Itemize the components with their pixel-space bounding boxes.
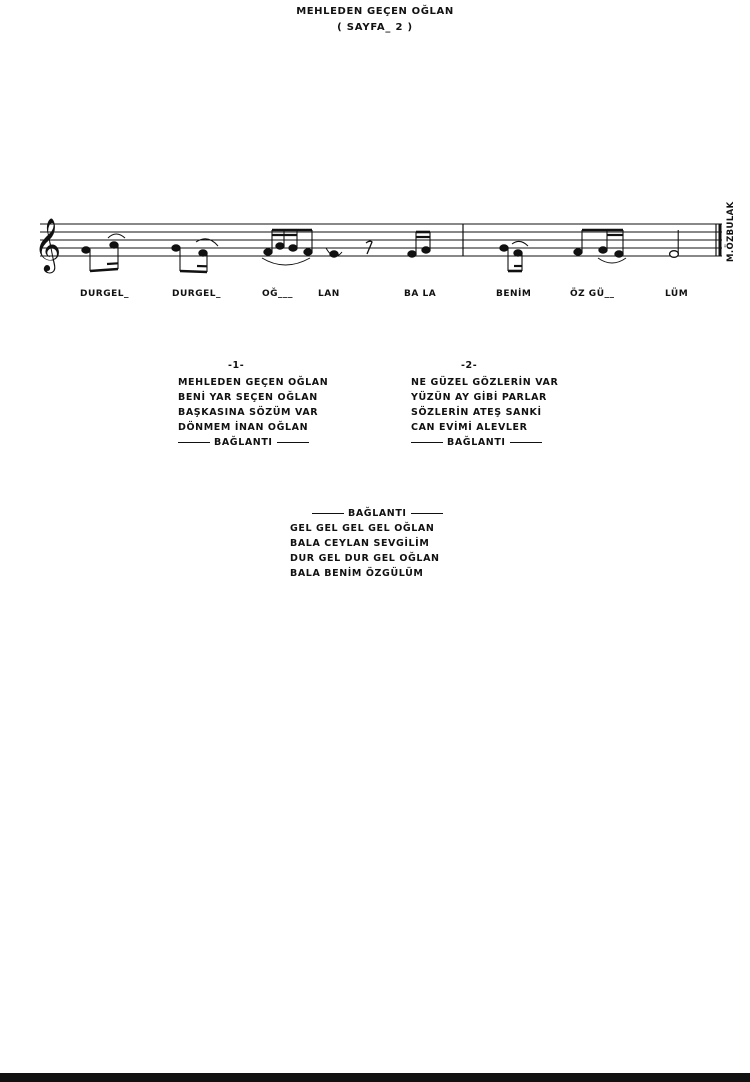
refrain bbox=[290, 506, 490, 581]
verse-line: MEHLEDEN GEÇEN OĞLAN bbox=[178, 377, 329, 388]
lyric-syllable: OĞ___ bbox=[262, 289, 294, 299]
divider bbox=[411, 513, 443, 514]
page-subtitle: ( SAYFA_ 2 ) bbox=[337, 22, 413, 33]
lyric-syllable: LAN bbox=[318, 289, 340, 299]
treble-clef-icon: 𝄞 bbox=[34, 217, 62, 271]
lyric-syllable: ÖZ GÜ__ bbox=[570, 289, 615, 299]
divider bbox=[277, 442, 309, 443]
refrain-line: BALA CEYLAN SEVGİLİM bbox=[290, 538, 430, 549]
refrain-line: DUR GEL DUR GEL OĞLAN bbox=[290, 553, 440, 564]
verse-line: DÖNMEM İNAN OĞLAN bbox=[178, 422, 309, 433]
verse-line: BENİ YAR SEÇEN OĞLAN bbox=[178, 392, 318, 403]
connector-label: BAĞLANTI bbox=[447, 437, 506, 448]
note bbox=[304, 249, 312, 255]
lyric-syllable: DURGEL_ bbox=[172, 289, 221, 299]
divider bbox=[411, 442, 443, 443]
note bbox=[110, 242, 118, 248]
note bbox=[264, 249, 272, 255]
verse-line: SÖZLERİN ATEŞ SANKİ bbox=[411, 407, 542, 418]
connector bbox=[411, 435, 611, 450]
note bbox=[172, 245, 180, 251]
note bbox=[599, 247, 607, 253]
note bbox=[199, 250, 207, 256]
note bbox=[408, 251, 416, 257]
lyric-syllable: BA LA bbox=[404, 289, 437, 299]
refrain-line: BALA BENİM ÖZGÜLÜM bbox=[290, 568, 424, 579]
connector-label: BAĞLANTI bbox=[214, 437, 273, 448]
verse-line: YÜZÜN AY GİBİ PARLAR bbox=[411, 392, 547, 403]
connector bbox=[178, 435, 378, 450]
refrain-label: BAĞLANTI bbox=[348, 508, 407, 519]
divider bbox=[510, 442, 542, 443]
note bbox=[422, 247, 430, 253]
note bbox=[574, 249, 582, 255]
verse-line: BAŞKASINA SÖZÜM VAR bbox=[178, 407, 319, 418]
refrain-line: GEL GEL GEL GEL OĞLAN bbox=[290, 523, 435, 534]
lyric-syllable: BENİM bbox=[496, 289, 532, 299]
note bbox=[500, 245, 508, 251]
verse-line: NE GÜZEL GÖZLERİN VAR bbox=[411, 377, 559, 388]
verse-number: -1- bbox=[228, 360, 245, 371]
lyric-syllable: LÜM bbox=[665, 289, 689, 299]
note bbox=[82, 247, 90, 253]
note bbox=[615, 251, 623, 257]
note bbox=[289, 245, 297, 251]
page-title: MEHLEDEN GEÇEN OĞLAN bbox=[296, 6, 454, 17]
divider bbox=[312, 513, 344, 514]
refrain-heading bbox=[312, 506, 490, 521]
note bbox=[514, 250, 522, 256]
note bbox=[670, 251, 679, 258]
verse-1 bbox=[178, 358, 378, 450]
lyric-syllable: DURGEL_ bbox=[80, 289, 129, 299]
divider bbox=[178, 442, 210, 443]
note bbox=[276, 243, 284, 249]
music-staff bbox=[0, 200, 750, 290]
verse-number: -2- bbox=[461, 360, 478, 371]
scan-edge-bar bbox=[0, 1073, 750, 1082]
verse-2 bbox=[411, 358, 611, 450]
composer-name: M.ÖZBULAK bbox=[726, 201, 736, 262]
verse-line: CAN EVİMİ ALEVLER bbox=[411, 422, 528, 433]
